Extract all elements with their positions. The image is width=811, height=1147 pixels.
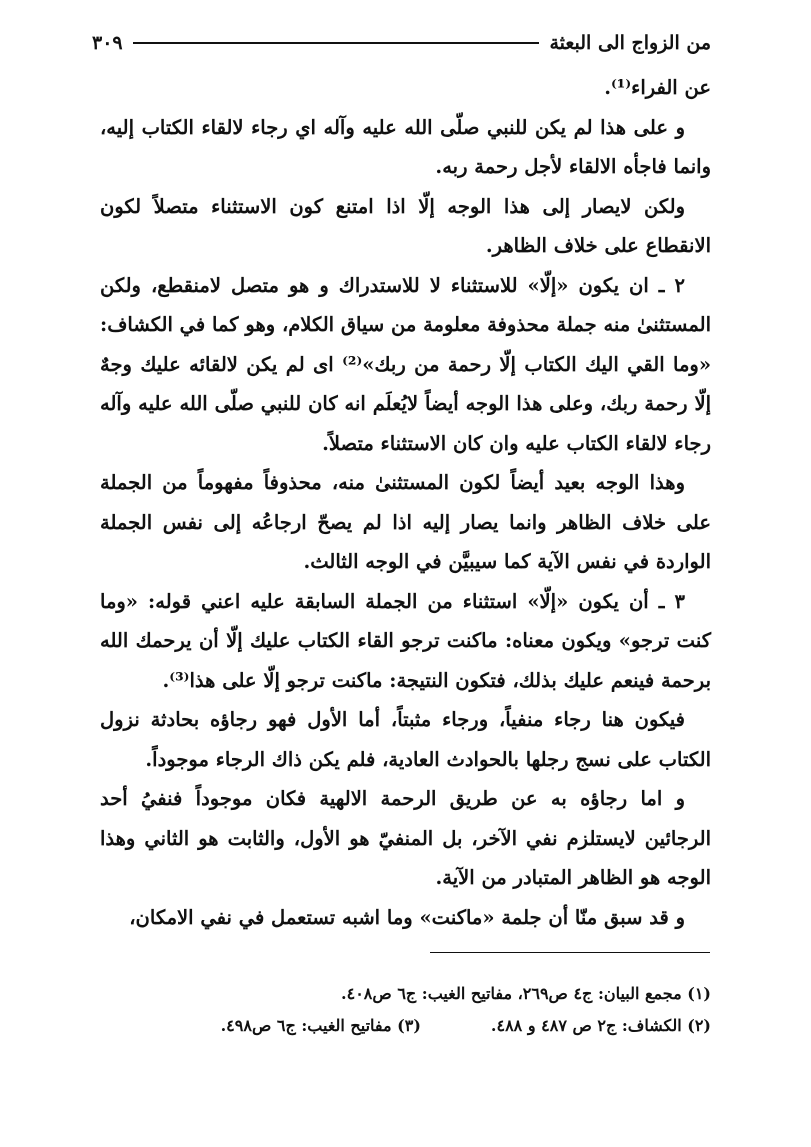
paragraph-7: و اما رجاؤه به عن طريق الرحمة الالهية فكان موجوداً فنفيُ أحد الرجائين لايستلزم نفي الآخر، بل المنفيّ هو الأول، والثابت هو الثاني وهذا الوجه هو الظاهر المتبادر من الآية. — [100, 787, 711, 889]
footnote-3: (٣) مفاتيح الغيب: ج٦ ص٤٩٨. — [220, 1016, 421, 1035]
paragraph-4: وهذا الوجه بعيد أيضاً لكون المستثنىٰ منه، محذوفاً مفهوماً من الجملة على خلاف الظاهر وانما يصار إليه اذا لم يصحّ ارجاعُه إلى نفس الجملة الواردة في نفس الآية كما سيبيَّن في الوجه الثالث. — [100, 471, 711, 573]
paragraph-8: و قد سبق منّا أن جلمة «ماكنت» وما اشبه تستعمل في نفي الامكان، — [129, 905, 685, 929]
paragraph-2: ولكن لايصار إلى هذا الوجه إلّا اذا امتنع كون الاستثناء متصلاً لكون الانقطاع على خلاف الظاهر. — [100, 194, 711, 257]
running-title: من الزواج الى البعثة — [549, 32, 711, 54]
footnote-line-2 — [100, 1010, 711, 1042]
paragraph-5: ٣ ـ أن يكون «إلّا» استثناء من الجملة السابقة عليه اعني قوله: «وما كنت ترجو» ويكون معناه: ماكنت ترجو القاء الكتاب عليك إلّا أن يرحمك الله برحمة فينعم عليك بذلك، فتكون النتيجة: ماكنت ترجو إلّا على هذا⁽³⁾. — [100, 589, 711, 692]
footnote-2: (٢) الكشاف: ج٢ ص ٤٨٧ و ٤٨٨. — [490, 1016, 711, 1035]
footnote-line-1 — [100, 978, 711, 1010]
footnotes — [100, 978, 711, 1042]
page-header — [92, 28, 711, 58]
paragraph-3: ٢ ـ ان يكون «إلّا» للاستثناء لا للاستدراك و هو متصل لامنقطع، ولكن المستثنىٰ منه جملة محذوفة معلومة من سياق الكلام، وهو كما في الكشاف: «وما القي اليك الكتاب إلّا رحمة من ربك»⁽²⁾ اى لم يكن لالقائه عليك وجهٌ إلّا رحمة ربك، وعلى هذا الوجه أيضاً لايُعلَم انه كان للنبي صلّى الله عليه وآله رجاء لالقاء الكتاب عليه وان كان الاستثناء متصلاً. — [100, 273, 712, 455]
header-rule — [133, 42, 540, 44]
paragraph-6: فيكون هنا رجاء منفياً، ورجاء مثبتاً، أما الأول فهو رجاؤه بحادثة نزول الكتاب على نسج رجلها بالحوادث العادية، فلم يكن ذاك الرجاء موجوداً. — [100, 708, 711, 771]
footnote-1: (١) مجمع البيان: ج٤ ص٢٦٩، مفاتيح الغيب: ج٦ ص٤٠٨. — [341, 984, 711, 1003]
body-text — [100, 68, 711, 937]
paragraph-1: و على هذا لم يكن للنبي صلّى الله عليه وآله اي رجاء لالقاء الكتاب إليه، وانما فاجأه الالقاء لأجل رحمة ربه. — [100, 115, 711, 178]
footnote-separator — [430, 952, 710, 953]
page-number: ٣٠٩ — [92, 32, 123, 54]
paragraph-0: عن الفراء⁽¹⁾. — [604, 76, 711, 99]
